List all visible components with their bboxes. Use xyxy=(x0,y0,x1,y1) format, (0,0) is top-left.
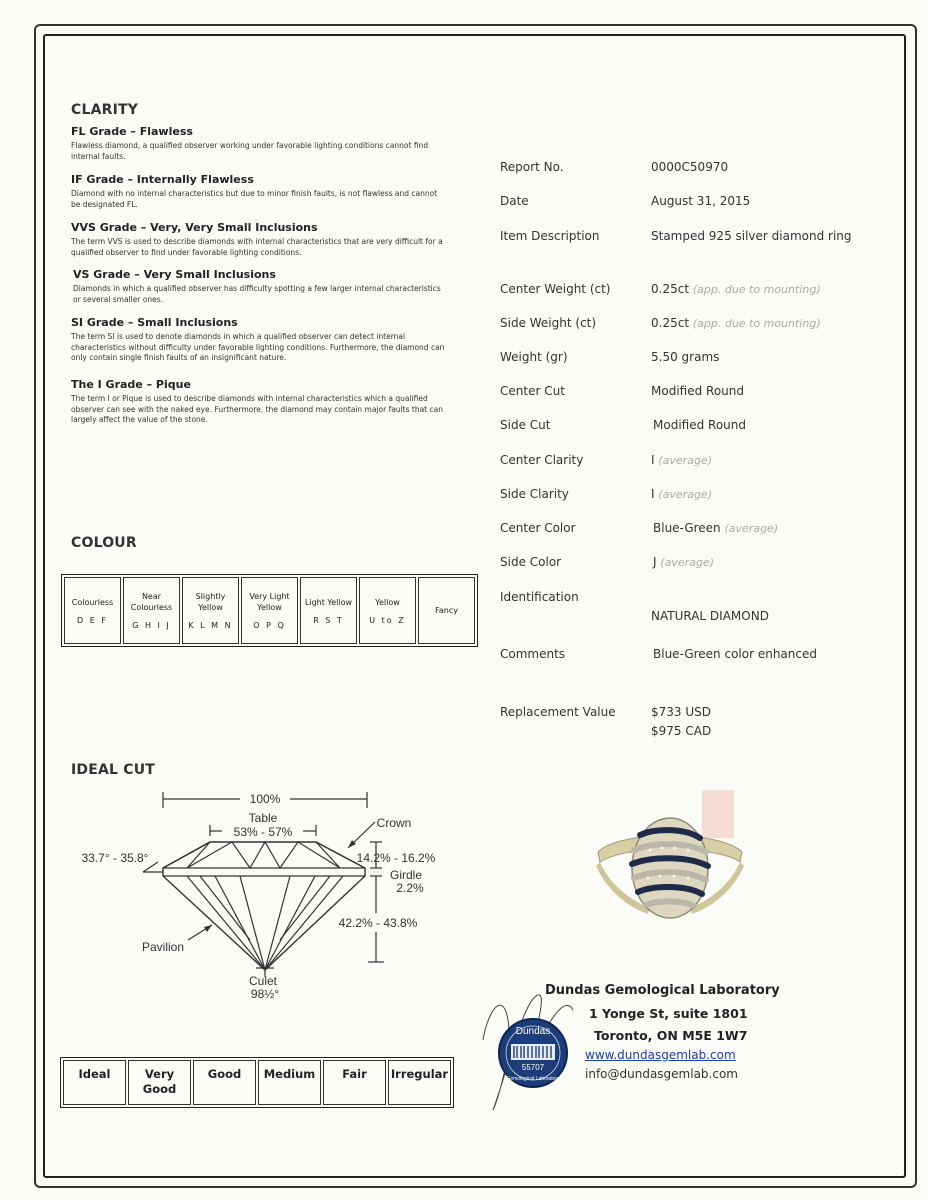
diagram-girdle-label: Girdle xyxy=(389,868,423,882)
ideal-cut-title: IDEAL CUT xyxy=(71,762,156,778)
report-value-line xyxy=(651,487,712,501)
diagram-crown-height: 14.2% - 16.2% xyxy=(356,851,436,865)
seal-bottom-text: Gemological Laboratory xyxy=(506,1076,560,1082)
report-value: NATURAL DIAMOND xyxy=(651,609,769,623)
grade-fl xyxy=(71,125,446,162)
report-value: Blue-Green color enhanced xyxy=(653,647,817,661)
cut-grade-fair: Fair xyxy=(323,1060,386,1105)
colour-scale-table xyxy=(61,574,478,647)
diagram-table-pct: 53% - 57% xyxy=(233,825,293,839)
colour-name: Very Light Yellow xyxy=(249,592,290,612)
diagram-girdle-pct: 2.2% xyxy=(396,881,424,895)
grade-description: Diamond with no internal characteristics but due to minor finish faults, is not flawless and cannot be designated FL. xyxy=(71,189,438,209)
report-value: J xyxy=(653,555,657,569)
colour-cell-slightly-yellow xyxy=(182,577,239,644)
report-value-line xyxy=(651,282,821,296)
report-value: Blue-Green xyxy=(653,521,721,535)
report-label: Side Weight (ct) xyxy=(500,316,597,330)
report-note: (average) xyxy=(658,488,712,501)
colour-grades: U to Z xyxy=(369,615,406,625)
report-label: Center Weight (ct) xyxy=(500,282,611,296)
report-label: Side Cut xyxy=(500,418,551,432)
report-value-line xyxy=(653,521,778,535)
report-value: Stamped 925 silver diamond ring xyxy=(651,229,852,243)
colour-name: Fancy xyxy=(435,606,458,615)
report-value-line xyxy=(653,555,714,569)
diamond-cut-diagram xyxy=(60,780,460,1005)
report-label: Replacement Value xyxy=(500,705,616,719)
report-note: (average) xyxy=(660,556,714,569)
colour-grades: K L M N xyxy=(188,621,233,630)
grade-description: The term VVS is used to describe diamonds with internal characteristics that are very difficult for a qualified observer to find under favorable lighting conditions. xyxy=(71,237,443,257)
report-label: Weight (gr) xyxy=(500,350,568,364)
lab-name: Dundas Gemological Laboratory xyxy=(545,983,780,998)
grade-description: Diamonds in which a qualified observer has difficulty spotting a few larger internal characteristics or several smaller ones. xyxy=(73,284,441,304)
report-label: Comments xyxy=(500,647,566,661)
diagram-pavilion-label: Pavilion xyxy=(141,940,185,954)
signature-and-seal xyxy=(478,980,593,1120)
colour-name: Slightly Yellow xyxy=(195,592,226,612)
report-label: Center Color xyxy=(500,521,576,535)
report-label: Identification xyxy=(500,590,579,604)
ring-photo xyxy=(590,790,750,940)
lab-email[interactable]: info@dundasgemlab.com xyxy=(585,1067,738,1081)
colour-name: Near Colourless xyxy=(130,592,173,612)
report-note: (app. due to mounting) xyxy=(692,283,821,296)
report-label: Date xyxy=(500,194,529,208)
cut-grade-medium: Medium xyxy=(258,1060,321,1105)
report-value: I xyxy=(651,453,655,467)
lab-address-line2: Toronto, ON M5E 1W7 xyxy=(594,1028,748,1043)
grade-si xyxy=(71,316,446,364)
grade-vs xyxy=(73,268,448,305)
cut-grade-good: Good xyxy=(193,1060,256,1105)
grade-if xyxy=(71,173,446,210)
cut-grade-irregular: Irregular xyxy=(388,1060,451,1105)
grade-description: The term SI is used to denote diamonds in which a qualified observer can detect internal characteristics without difficulty under favorable lighting conditions. Furthermore, the diamond can only contain single finish faults of an insignificant nature. xyxy=(71,332,445,362)
colour-cell-very-light-yellow xyxy=(241,577,298,644)
grade-vvs xyxy=(71,221,446,258)
cut-grade-ideal: Ideal xyxy=(63,1060,126,1105)
grade-i xyxy=(71,378,446,426)
diagram-table-label: Table xyxy=(248,811,278,825)
report-value: 0000C50970 xyxy=(651,160,729,174)
report-label: Center Clarity xyxy=(500,453,584,467)
report-note: (average) xyxy=(658,454,712,467)
colour-name: Light Yellow xyxy=(304,597,353,607)
grade-heading: The I Grade – Pique xyxy=(71,378,191,391)
lab-website-link[interactable]: www.dundasgemlab.com xyxy=(585,1048,736,1062)
report-value-cad: $975 CAD xyxy=(651,724,712,738)
colour-cell-fancy xyxy=(418,577,475,644)
report-value: Modified Round xyxy=(653,418,746,432)
report-label: Report No. xyxy=(500,160,564,174)
colour-cell-near-colourless xyxy=(123,577,180,644)
report-value-usd: $733 USD xyxy=(651,705,711,719)
colour-grades: G H I J xyxy=(132,621,171,630)
report-label: Side Color xyxy=(500,555,562,569)
cut-grade-table xyxy=(60,1057,454,1108)
cut-grade-very-good: Very Good xyxy=(128,1060,191,1105)
colour-grades: D E F xyxy=(77,615,108,625)
report-value: 0.25ct xyxy=(651,316,690,330)
diagram-crown-angle: 33.7° - 35.8° xyxy=(81,851,149,865)
report-value: Modified Round xyxy=(651,384,744,398)
report-label: Side Clarity xyxy=(500,487,569,501)
diagram-crown-label: Crown xyxy=(376,816,412,830)
report-label: Item Description xyxy=(500,229,600,243)
grade-heading: VVS Grade – Very, Very Small Inclusions xyxy=(71,221,318,234)
diagram-width-label: 100% xyxy=(249,792,281,806)
colour-title: COLOUR xyxy=(71,535,137,551)
report-value: 5.50 grams xyxy=(651,350,720,364)
report-note: (average) xyxy=(724,522,779,535)
grade-description: Flawless diamond, a qualified observer working under favorable lighting conditions cannot find internal faults. xyxy=(71,141,429,161)
grade-heading: IF Grade – Internally Flawless xyxy=(71,173,254,186)
grade-description: The term I or Pique is used to describe diamonds with internal characteristics which a qualified observer can see with the naked eye. Furthermore, the diamond may contain major faults that can largely affect the value of the stone. xyxy=(71,394,443,424)
diagram-culet-pct: 98½° xyxy=(250,987,280,1001)
report-value: August 31, 2015 xyxy=(651,194,751,208)
diagram-pavilion-depth: 42.2% - 43.8% xyxy=(338,916,418,930)
report-value-line xyxy=(651,316,821,330)
colour-name: Yellow xyxy=(375,597,400,607)
grade-heading: VS Grade – Very Small Inclusions xyxy=(73,268,276,281)
diagram-culet-label: Culet xyxy=(248,974,278,988)
colour-grades: R S T xyxy=(313,615,344,625)
seal-number: 55707 xyxy=(521,1063,545,1072)
report-note: (app. due to mounting) xyxy=(692,317,821,330)
grade-heading: FL Grade – Flawless xyxy=(71,125,193,138)
report-value: 0.25ct xyxy=(651,282,690,296)
colour-cell-colourless xyxy=(64,577,121,644)
report-label: Center Cut xyxy=(500,384,565,398)
colour-grades: O P Q xyxy=(253,621,286,630)
seal-top-text: Dundas xyxy=(515,1026,551,1037)
colour-name: Colourless xyxy=(71,597,114,607)
lab-address-line1: 1 Yonge St, suite 1801 xyxy=(589,1006,748,1021)
clarity-title: CLARITY xyxy=(71,102,139,118)
colour-cell-light-yellow xyxy=(300,577,357,644)
grade-heading: SI Grade – Small Inclusions xyxy=(71,316,238,329)
report-value-line xyxy=(651,453,712,467)
colour-cell-yellow xyxy=(359,577,416,644)
report-value: I xyxy=(651,487,655,501)
